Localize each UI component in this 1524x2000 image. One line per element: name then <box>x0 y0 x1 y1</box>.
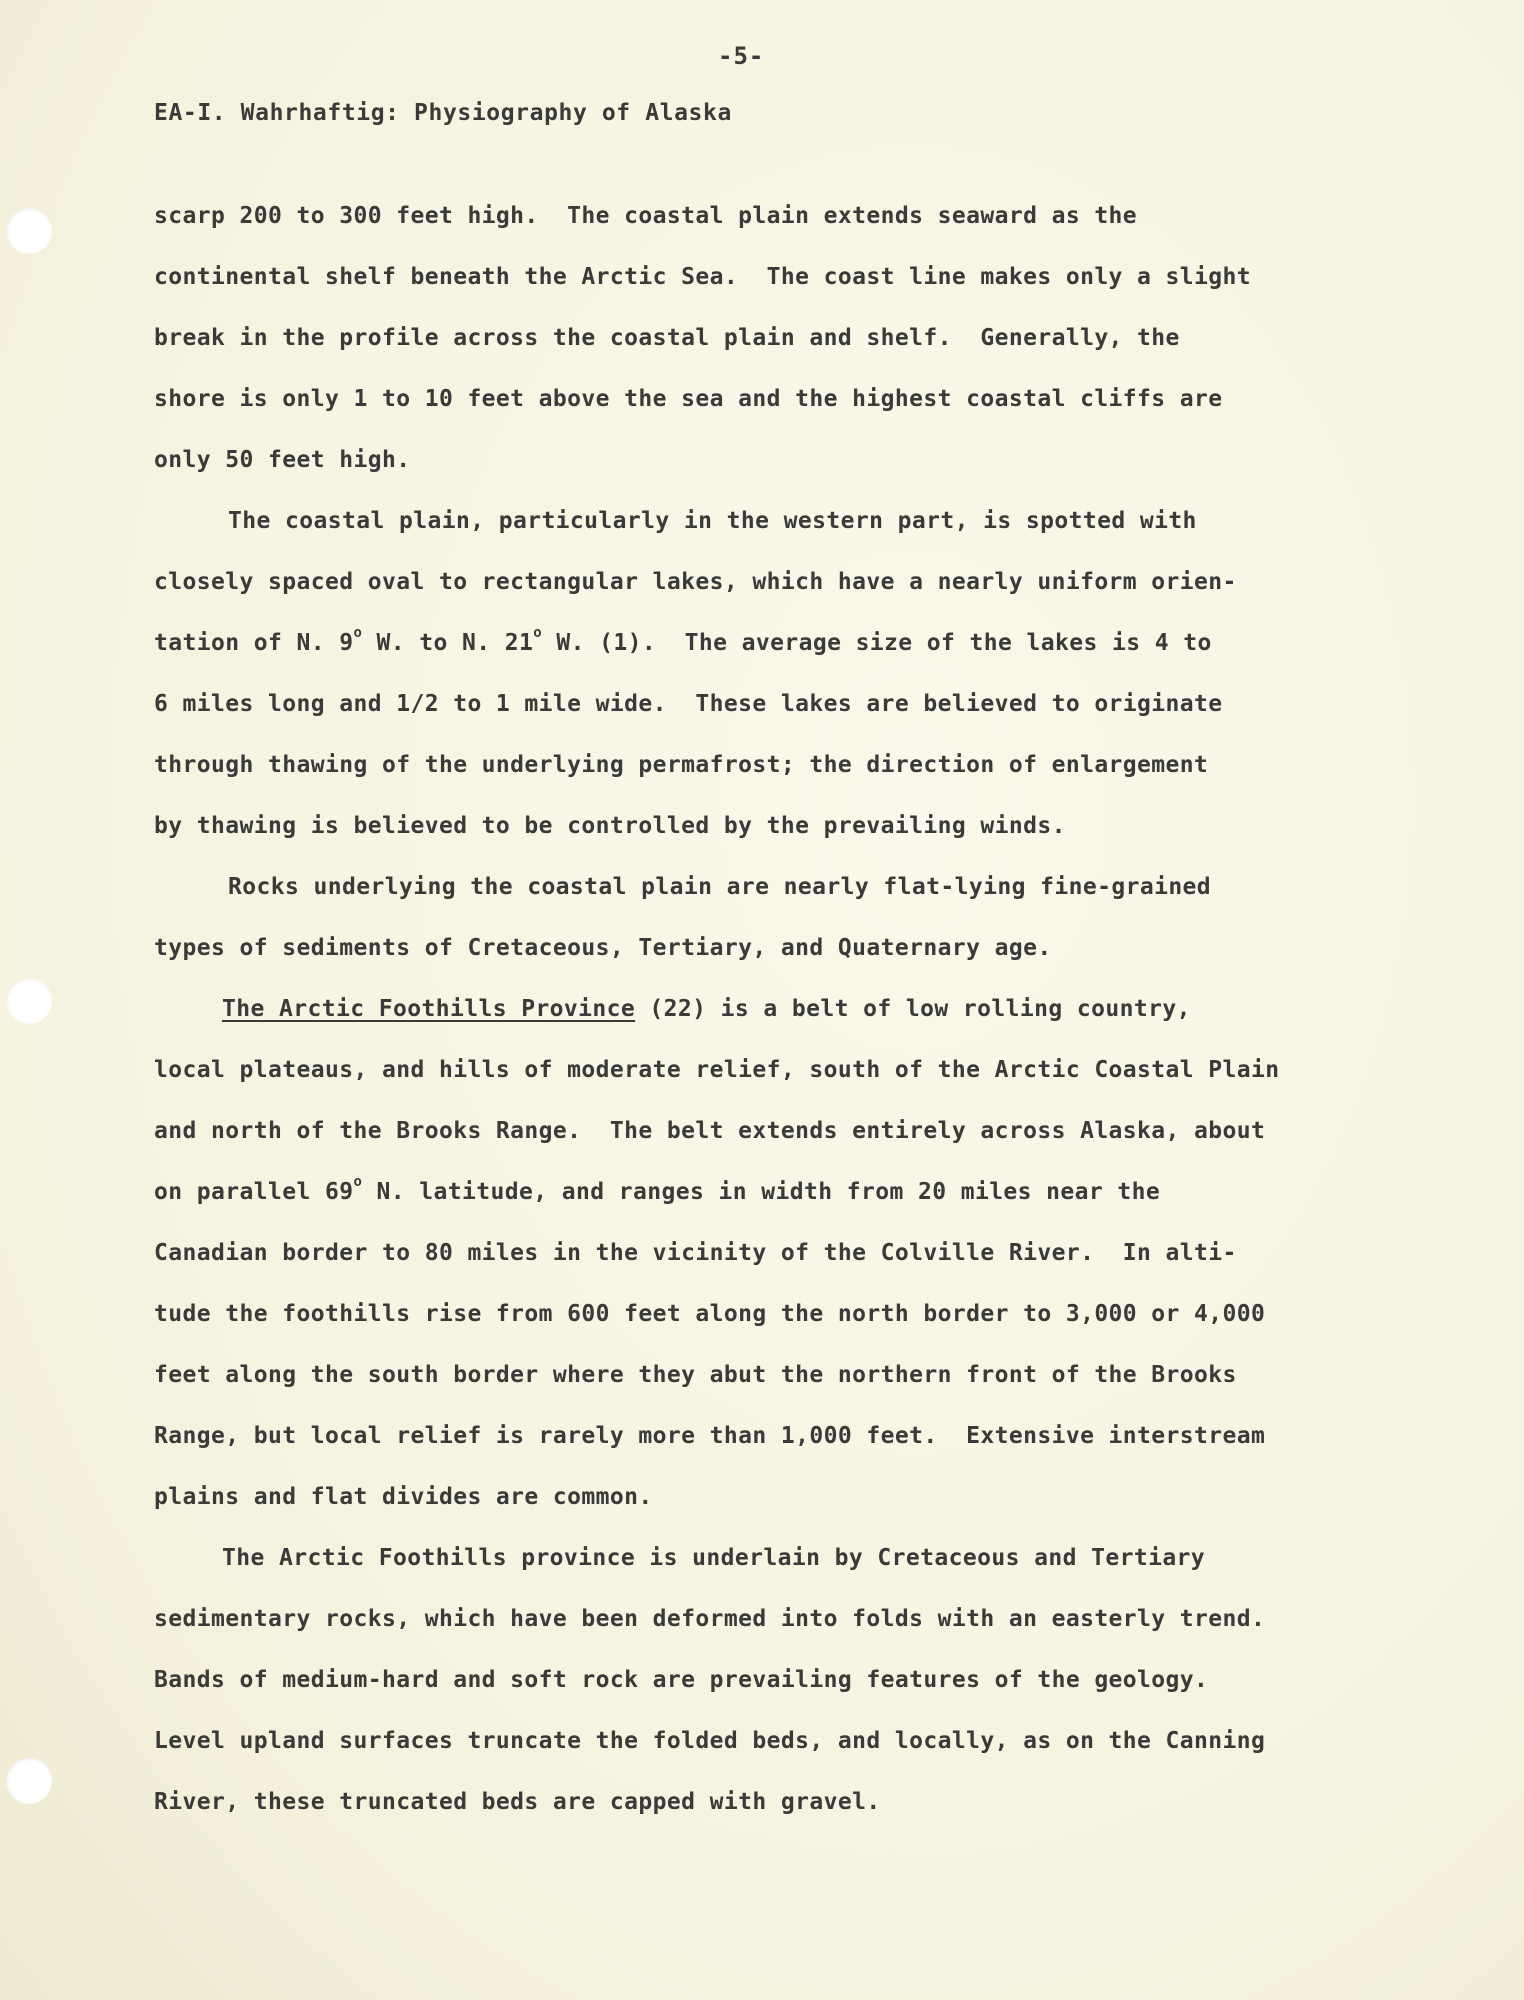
text-run: on parallel 69 <box>154 1179 354 1205</box>
text-run: W. (1). The average size of the lakes is 4 to <box>542 630 1212 656</box>
degree-mark: o <box>353 625 363 642</box>
text-line <box>154 325 1180 351</box>
text-line <box>154 935 1052 961</box>
text-run: by thawing is believed to be controlled by the prevailing winds. <box>154 813 1066 839</box>
text-run: and north of the Brooks Range. The belt extends entirely across Alaska, about <box>154 1118 1266 1144</box>
text-run: closely spaced oval to rectangular lakes, which have a nearly uniform orien- <box>154 569 1237 595</box>
text-run: break in the profile across the coastal plain and shelf. Generally, the <box>154 325 1180 351</box>
text-run: through thawing of the underlying permafrost; the direction of enlargement <box>154 752 1209 778</box>
text-line <box>154 1057 1280 1083</box>
text-line <box>154 1240 1237 1266</box>
underlined-heading: The Arctic Foothills Province <box>222 996 636 1022</box>
text-line <box>154 1484 653 1510</box>
punch-hole <box>6 208 52 254</box>
text-line <box>228 874 1211 900</box>
text-line <box>154 1174 1161 1205</box>
text-run: Bands of medium-hard and soft rock are prevailing features of the geology. <box>154 1667 1209 1693</box>
text-line <box>154 1606 1265 1632</box>
text-line <box>154 1789 881 1815</box>
text-run: Range, but local relief is rarely more than 1,000 feet. Extensive interstream <box>154 1423 1266 1449</box>
text-run: Rocks underlying the coastal plain are nearly flat-lying fine-grained <box>228 874 1212 900</box>
punch-hole <box>6 978 52 1024</box>
text-line <box>154 625 1212 656</box>
text-run: 6 miles long and 1/2 to 1 mile wide. These lakes are believed to originate <box>154 691 1223 717</box>
degree-mark: o <box>533 625 543 642</box>
text-line <box>228 508 1197 534</box>
text-line <box>154 691 1223 717</box>
text-run: types of sediments of Cretaceous, Tertiary, and Quaternary age. <box>154 935 1052 961</box>
text-line <box>154 1423 1265 1449</box>
text-run: The Arctic Foothills province is underlain by Cretaceous and Tertiary <box>222 1545 1206 1571</box>
text-run: local plateaus, and hills of moderate relief, south of the Arctic Coastal Plain <box>154 1057 1280 1083</box>
text-line <box>154 752 1208 778</box>
text-run: Canadian border to 80 miles in the vicinity of the Colville River. In alti- <box>154 1240 1237 1266</box>
text-line <box>154 203 1137 229</box>
text-line <box>154 1667 1208 1693</box>
punch-hole <box>6 1758 52 1804</box>
text-run: tude the foothills rise from 600 feet along the north border to 3,000 or 4,000 <box>154 1301 1266 1327</box>
text-line <box>154 264 1251 290</box>
text-run: feet along the south border where they abut the northern front of the Brooks <box>154 1362 1237 1388</box>
text-line <box>154 1118 1265 1144</box>
text-run: plains and flat divides are common. <box>154 1484 653 1510</box>
text-run: shore is only 1 to 10 feet above the sea and the highest coastal cliffs are <box>154 386 1223 412</box>
text-run: only 50 feet high. <box>154 447 411 473</box>
text-line <box>154 386 1223 412</box>
text-run: River, these truncated beds are capped with gravel. <box>154 1789 881 1815</box>
text-run: Level upland surfaces truncate the folded beds, and locally, as on the Canning <box>154 1728 1266 1754</box>
text-line <box>222 996 1191 1022</box>
text-run: tation of N. 9 <box>154 630 354 656</box>
text-run: continental shelf beneath the Arctic Sea. The coast line makes only a slight <box>154 264 1252 290</box>
text-run: The coastal plain, particularly in the western part, is spotted with <box>228 508 1197 534</box>
page-number: -5- <box>718 42 765 70</box>
text-line <box>154 1728 1265 1754</box>
page-header: EA-I. Wahrhaftig: Physiography of Alaska <box>154 100 732 126</box>
text-run: sedimentary rocks, which have been deformed into folds with an easterly trend. <box>154 1606 1266 1632</box>
text-line <box>222 1545 1205 1571</box>
text-run: scarp 200 to 300 feet high. The coastal plain extends seaward as the <box>154 203 1138 229</box>
text-run: W. to N. 21 <box>362 630 534 656</box>
text-line <box>154 1301 1265 1327</box>
text-line <box>154 569 1237 595</box>
text-line <box>154 447 410 473</box>
degree-mark: o <box>353 1174 363 1191</box>
text-run: N. latitude, and ranges in width from 20 miles near the <box>362 1179 1161 1205</box>
text-run: (22) is a belt of low rolling country, <box>635 996 1191 1022</box>
text-line <box>154 1362 1237 1388</box>
text-line <box>154 813 1066 839</box>
